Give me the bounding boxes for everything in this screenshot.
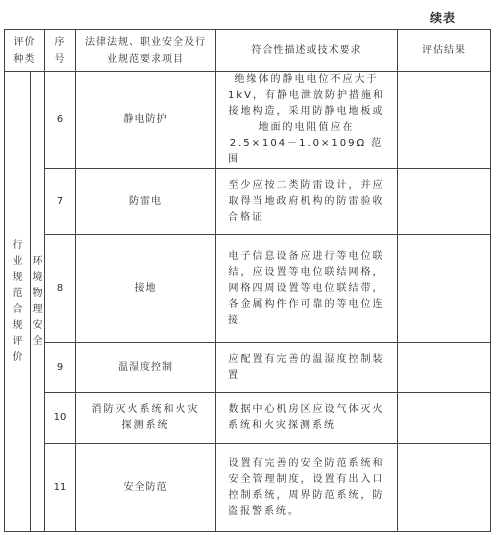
category-inner-cell: 环境物理安全 xyxy=(31,72,45,532)
row-item: 温湿度控制 xyxy=(76,343,216,393)
evaluation-table xyxy=(4,29,491,532)
row-requirement: 设置有完善的安全防范系统和安全管理制度，设置有出入口控制系统，周界防范系统，防盗报警系统。 xyxy=(216,444,398,532)
header-row xyxy=(5,30,491,72)
header-requirement: 符合性描述或技术要求 xyxy=(216,30,398,72)
row-requirement: 数据中心机房区应设气体灭火系统和火灾探测系统 xyxy=(216,393,398,444)
table-row xyxy=(5,235,491,343)
row-result xyxy=(398,169,491,235)
row-item: 接地 xyxy=(76,235,216,343)
table-row xyxy=(5,393,491,444)
row-result xyxy=(398,393,491,444)
row-result xyxy=(398,235,491,343)
row-number: 10 xyxy=(45,393,76,444)
row-requirement: 至少应按二类防雷设计，并应取得当地政府机构的防雷验收合格证 xyxy=(216,169,398,235)
row-item: 防雷电 xyxy=(76,169,216,235)
row-number: 9 xyxy=(45,343,76,393)
header-item: 法律法规、职业安全及行业规范要求项目 xyxy=(76,30,216,72)
row-number: 8 xyxy=(45,235,76,343)
continued-table-label: 续表 xyxy=(430,11,457,25)
row-item: 安全防范 xyxy=(76,444,216,532)
row-number: 6 xyxy=(45,72,76,169)
row-result xyxy=(398,444,491,532)
header-number: 序号 xyxy=(45,30,76,72)
table-row xyxy=(5,169,491,235)
row-result xyxy=(398,343,491,393)
table-row xyxy=(5,444,491,532)
row-item: 消防灭火系统和火灾探测系统 xyxy=(76,393,216,444)
header-category: 评价种类 xyxy=(5,30,45,72)
row-requirement: 应配置有完善的温湿度控制装置 xyxy=(216,343,398,393)
table-row xyxy=(5,343,491,393)
row-number: 7 xyxy=(45,169,76,235)
row-result xyxy=(398,72,491,169)
category-outer-cell: 行业规范合规评价 xyxy=(5,72,31,532)
row-requirement: 电子信息设备应进行等电位联结，应设置等电位联结网格，网格四周设置等电位联结带，各金属构件作可靠的等电位连接 xyxy=(216,235,398,343)
row-requirement: 绝缘体的静电电位不应大于1kV，有静电泄放防护措施和接地构造，采用防静电地板或地面的电阻值应在 2.5×104－1.0×109Ω 范围 xyxy=(216,72,398,169)
header-result: 评估结果 xyxy=(398,30,491,72)
table-row xyxy=(5,72,491,169)
row-number: 11 xyxy=(45,444,76,532)
row-item: 静电防护 xyxy=(76,72,216,169)
